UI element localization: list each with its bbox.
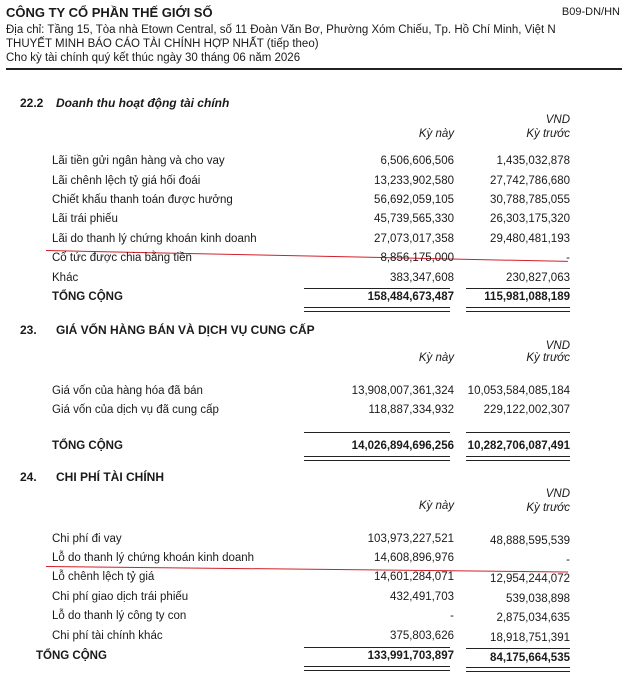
double-rule (466, 667, 570, 672)
subtotal-rule (304, 432, 450, 433)
row-current-value: 56,692,059,105 (374, 194, 454, 206)
currency-label: VND (545, 114, 570, 126)
subtotal-rule (466, 288, 570, 289)
column-header-current: Kỳ này (418, 500, 454, 512)
period-line: Cho kỳ tài chính quý kết thúc ngày 30 tháng 06 năm 2026 (6, 52, 301, 64)
row-current-value: 14,608,896,976 (374, 552, 454, 564)
row-current-value: 118,887,334,932 (368, 404, 454, 416)
total-label: TỔNG CỘNG (52, 291, 123, 303)
row-label: Lỗ chênh lệch tỷ giá (52, 571, 155, 583)
total-prior-value: 84,175,664,535 (490, 652, 570, 664)
row-prior-value: 30,788,785,055 (490, 194, 570, 206)
row-label: Cổ tức được chia bằng tiền (52, 252, 192, 264)
row-prior-value: 27,742,786,680 (490, 175, 570, 187)
total-current-value: 133,991,703,897 (367, 650, 454, 662)
row-current-value: 13,233,902,580 (374, 175, 454, 187)
row-prior-value: 12,954,244,072 (490, 573, 570, 585)
row-label: Giá vốn của hàng hóa đã bán (52, 385, 203, 397)
double-rule (466, 307, 570, 312)
row-current-value: 383,347,608 (390, 272, 454, 284)
row-prior-value: - (566, 554, 570, 566)
address-line: Địa chỉ: Tầng 15, Tòa nhà Etown Central, số 11 Đoàn Văn Bơ, Phường Xóm Chiếu, Tp. Hồ Chí Minh, Việt N (6, 24, 556, 36)
double-rule (304, 307, 450, 312)
section-title: CHI PHÍ TÀI CHÍNH (56, 470, 164, 484)
row-label: Lãi chênh lệch tỷ giá hối đoái (52, 175, 201, 187)
row-prior-value: 230,827,063 (506, 272, 570, 284)
row-label: Lãi trái phiếu (52, 213, 118, 225)
row-prior-value: 48,888,595,539 (490, 535, 570, 547)
row-label: Lỗ do thanh lý chứng khoán kinh doanh (52, 552, 255, 564)
section-number: 22.2 (20, 96, 44, 110)
currency-label: VND (545, 488, 570, 500)
row-label: Giá vốn của dịch vụ đã cung cấp (52, 404, 219, 416)
report-title: THUYẾT MINH BÁO CÁO TÀI CHÍNH HỢP NHẤT (tiếp theo) (6, 38, 319, 50)
row-current-value: 432,491,703 (390, 591, 454, 603)
section-number: 24. (20, 470, 37, 484)
subtotal-rule (466, 432, 570, 433)
row-label: Lãi do thanh lý chứng khoán kinh doanh (52, 233, 257, 245)
row-current-value: 103,973,227,521 (367, 533, 454, 545)
currency-label: VND (545, 340, 570, 352)
subtotal-rule (466, 648, 570, 649)
header-divider (6, 68, 622, 70)
row-prior-value: - (566, 252, 570, 264)
row-label: Chi phí tài chính khác (52, 630, 163, 642)
row-prior-value: 1,435,032,878 (496, 155, 570, 167)
double-rule (304, 666, 450, 671)
total-current-value: 158,484,673,487 (367, 291, 454, 303)
row-prior-value: 26,303,175,320 (490, 213, 570, 225)
column-header-prior: Kỳ trước (526, 352, 570, 364)
column-header-current: Kỳ này (418, 352, 454, 364)
column-header-prior: Kỳ trước (526, 128, 570, 140)
row-current-value: 375,803,626 (390, 630, 454, 642)
row-label: Lỗ do thanh lý công ty con (52, 610, 187, 622)
total-label: TỔNG CỘNG (36, 650, 107, 662)
form-code: B09-DN/HN (561, 6, 620, 18)
row-label: Chi phí giao dịch trái phiếu (52, 591, 189, 603)
section-title: GIÁ VỐN HÀNG BÁN VÀ DỊCH VỤ CUNG CẤP (56, 323, 315, 337)
subtotal-rule (304, 647, 450, 648)
double-rule (304, 456, 450, 461)
row-current-value: 8,856,175,000 (380, 252, 454, 264)
row-current-value: - (450, 610, 454, 622)
column-header-prior: Kỳ trước (526, 502, 570, 514)
row-current-value: 27,073,017,358 (374, 233, 454, 245)
section-number: 23. (20, 323, 37, 337)
row-prior-value: 29,480,481,193 (490, 233, 570, 245)
row-prior-value: 539,038,898 (506, 593, 570, 605)
company-name: CÔNG TY CỔ PHẦN THẾ GIỚI SỐ (6, 5, 213, 20)
total-current-value: 14,026,894,696,256 (351, 440, 454, 452)
column-header-current: Kỳ này (418, 128, 454, 140)
row-prior-value: 10,053,584,085,184 (467, 385, 570, 397)
row-current-value: 45,739,565,330 (374, 213, 454, 225)
row-prior-value: 2,875,034,635 (496, 612, 570, 624)
subtotal-rule (304, 288, 450, 289)
row-label: Lãi tiền gửi ngân hàng và cho vay (52, 155, 225, 167)
row-label: Chiết khấu thanh toán được hưởng (52, 194, 233, 206)
row-current-value: 6,506,606,506 (380, 155, 454, 167)
row-label: Chi phí đi vay (52, 533, 122, 545)
double-rule (466, 456, 570, 461)
section-title: Doanh thu hoạt động tài chính (56, 96, 230, 110)
row-current-value: 14,601,284,071 (374, 571, 454, 583)
row-label: Khác (52, 272, 79, 284)
row-prior-value: 229,122,002,307 (483, 404, 570, 416)
row-current-value: 13,908,007,361,324 (351, 385, 454, 397)
total-prior-value: 115,981,088,189 (484, 291, 570, 303)
total-prior-value: 10,282,706,087,491 (467, 440, 570, 452)
row-prior-value: 18,918,751,391 (490, 632, 570, 644)
total-label: TỔNG CỘNG (52, 440, 123, 452)
